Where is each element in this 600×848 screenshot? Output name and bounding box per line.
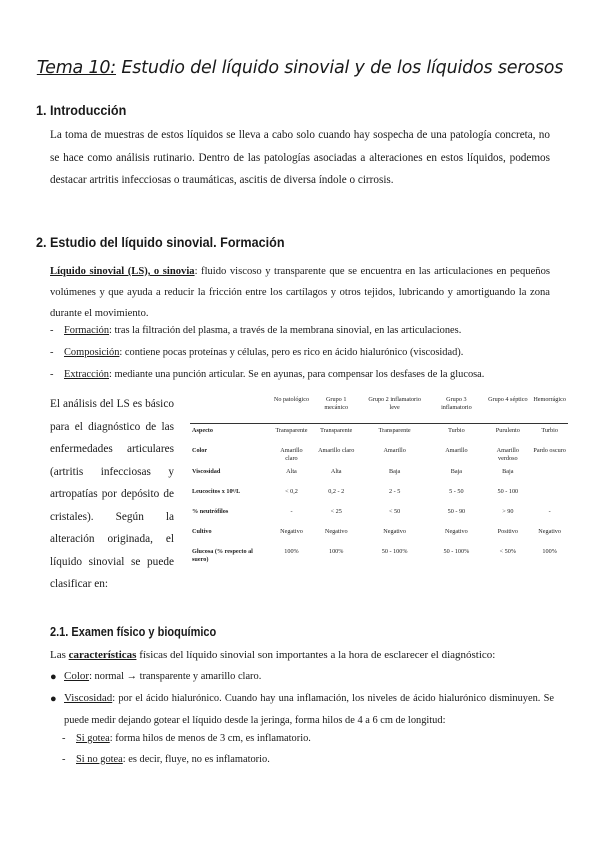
exam-intro: Las características físicas del líquido sinovial son importantes a la hora de esclarecer el diagnóstico:: [50, 649, 496, 661]
section-heading-intro: 1. Introducción: [36, 102, 127, 118]
table-row: Viscosidad Alta Alta Baja Baja Baja: [192, 468, 514, 475]
section-heading-synovial: 2. Estudio del líquido sinovial. Formación: [36, 234, 285, 250]
definition-term: Líquido sinovial (LS), o sinovia: [50, 266, 195, 277]
subsection-heading-exam: 2.1. Examen físico y bioquímico: [50, 625, 217, 639]
title-prefix: Tema 10:: [36, 58, 117, 78]
intro-paragraph: La toma de muestras de estos líquidos se lleva a cabo solo cuando hay sospecha de una patología concreta, no se hace como análisis rutinario. Dentro de las patologías asociadas a alteraciones en estos líquidos, podemos destacar artritis infecciosas o traumáticas, ascitis de diversa índole o cirrosis.: [50, 129, 550, 186]
list-item: - Formación: tras la filtración del plasma, a través de la membrana sinovial, en las articulaciones.: [50, 325, 462, 336]
bullet-icon: ●: [50, 693, 57, 705]
table-row: Aspecto Transparente Transparente Transparente Turbio Purulento Turbio: [192, 427, 558, 434]
synovial-classification-table: [190, 394, 568, 566]
table-row: Leucocitos x 10⁶/L < 0,2 0,2 - 2 2 - 5 5 - 50 50 - 100: [192, 488, 519, 495]
list-item: Viscosidad: por el ácido hialurónico. Cuando hay una inflamación, los niveles de ácido hialurónico disminuyen. Se puede medir dejando gotear el líquido desde la jeringa, forma hilos de 4 a 6 cm de longitud:: [64, 692, 554, 726]
table-row: Glucosa (% respecto al suero) 100% 100% 50 - 100% 50 - 100% < 50% 100%: [192, 548, 557, 563]
table-row: Color Amarillo claro Amarillo claro Amarillo Amarillo Amarillo verdoso Pardo oscuro: [192, 447, 566, 462]
list-item: - Extracción: mediante una punción articular. Se en ayunas, para compensar los desfases de la glucosa.: [50, 369, 485, 380]
list-item: - Composición: contiene pocas proteínas y células, pero es rico en ácido hialurónico (viscosidad).: [50, 347, 464, 358]
table-row: % neutrófilos - < 25 < 50 50 - 90 > 90 -: [192, 508, 551, 515]
bullet-icon: ●: [50, 671, 57, 683]
list-item: Color: normal → transparente y amarillo claro.: [64, 670, 262, 682]
side-paragraph: El análisis del LS es básico para el diagnóstico de las enfermedades articulares (artritis infecciosas y artropatías por depósito de cristales). Según la alteración originada, el líquido sinovial se puede clasificar en:: [50, 398, 174, 590]
definition-paragraph: [50, 261, 550, 324]
list-item: - Si gotea: forma hilos de menos de 3 cm, es inflamatorio.: [62, 733, 311, 744]
page-title: [0, 58, 600, 78]
table-row: Cultivo Negativo Negativo Negativo Negativo Positivo Negativo: [192, 528, 561, 535]
table-header-row: No patológico Grupo 1 mecánico Grupo 2 inflamatorio leve Grupo 3 inflamatorio Grupo 4 séptico Hemorrágico: [190, 394, 568, 424]
definition-body: : fluido viscoso y transparente que se encuentra en las articulaciones en pequeños volúmenes y que ayuda a reducir la fricción entre los cartílagos y otros tejidos, lubricando y amortiguando la zona durante el movimiento.: [50, 266, 550, 319]
list-item: - Si no gotea: es decir, fluye, no es inflamatorio.: [62, 754, 270, 765]
title-rest: Estudio del líquido sinovial y de los líquidos serosos: [116, 58, 564, 78]
